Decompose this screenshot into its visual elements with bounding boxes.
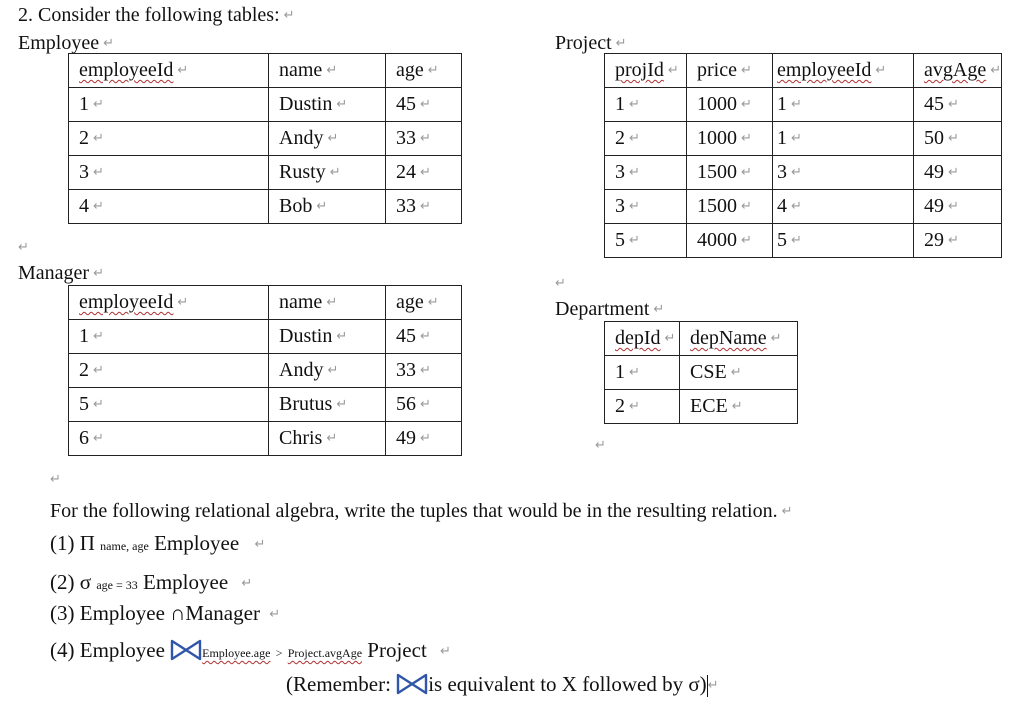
instructions: For the following relational algebra, write the tuples that would be in the resulting relation. ↵ [50,500,793,522]
table-row: 5 ↵ Brutus ↵ 56 ↵ [69,388,462,422]
table-row: 3 ↵ Rusty ↵ 24 ↵ [69,156,462,190]
natural-join-icon [396,673,428,695]
department-table [604,321,798,424]
department-title: Department ↵ [555,298,665,320]
query-2: (2) σ age = 33 Employee ↵ [50,570,253,594]
employee-table [68,53,462,224]
table-row: employeeId ↵ name ↵ age ↵ [69,54,462,88]
empty-paragraph: ↵ [595,438,606,453]
table-row: depId ↵ depName ↵ [605,322,798,356]
table-row: projId ↵ price ↵ employeeId ↵ avgAge ↵ [605,54,1002,88]
table-row: 2 ↵ Andy ↵ 33 ↵ [69,354,462,388]
project-title: Project ↵ [555,32,627,54]
employee-title: Employee ↵ [18,32,114,54]
table-row: 3 ↵ 1500 ↵ 4 ↵ 49 ↵ [605,190,1002,224]
table-row: 2 ↵ ECE ↵ [605,390,798,424]
empty-paragraph: ↵ [50,472,61,487]
remember-note: (Remember: is equivalent to X followed by σ)↵ [286,672,719,696]
table-row: 2 ↵ 1000 ↵ 1 ↵ 50 ↵ [605,122,1002,156]
manager-table [68,285,462,456]
selection-symbol: σ [79,570,92,594]
table-row: 1 ↵ CSE ↵ [605,356,798,390]
table-row: 1 ↵ Dustin ↵ 45 ↵ [69,320,462,354]
project-table [604,53,1002,258]
table-row: 3 ↵ 1500 ↵ 3 ↵ 49 ↵ [605,156,1002,190]
table-row: employeeId ↵ name ↵ age ↵ [69,286,462,320]
table-row: 6 ↵ Chris ↵ 49 ↵ [69,422,462,456]
table-row: 2 ↵ Andy ↵ 33 ↵ [69,122,462,156]
question-heading: 2. Consider the following tables: ↵ [18,4,295,26]
table-row: 1 ↵ Dustin ↵ 45 ↵ [69,88,462,122]
table-row: 1 ↵ 1000 ↵ 1 ↵ 45 ↵ [605,88,1002,122]
intersection-symbol: ∩ [170,601,186,625]
table-row: 5 ↵ 4000 ↵ 5 ↵ 29 ↵ [605,224,1002,258]
table-row: 4 ↵ Bob ↵ 33 ↵ [69,190,462,224]
selection-symbol: σ [688,672,700,696]
natural-join-icon [170,639,202,661]
empty-paragraph: ↵ [18,240,29,255]
query-1: (1) Π name, age Employee ↵ [50,531,266,555]
projection-symbol: Π [79,531,95,555]
query-4: (4) Employee Employee.age > Project.avgAge Project ↵ [50,638,451,662]
query-3: (3) Employee ∩Manager ↵ [50,601,281,625]
empty-paragraph: ↵ [555,276,566,291]
manager-title: Manager ↵ [18,262,104,284]
